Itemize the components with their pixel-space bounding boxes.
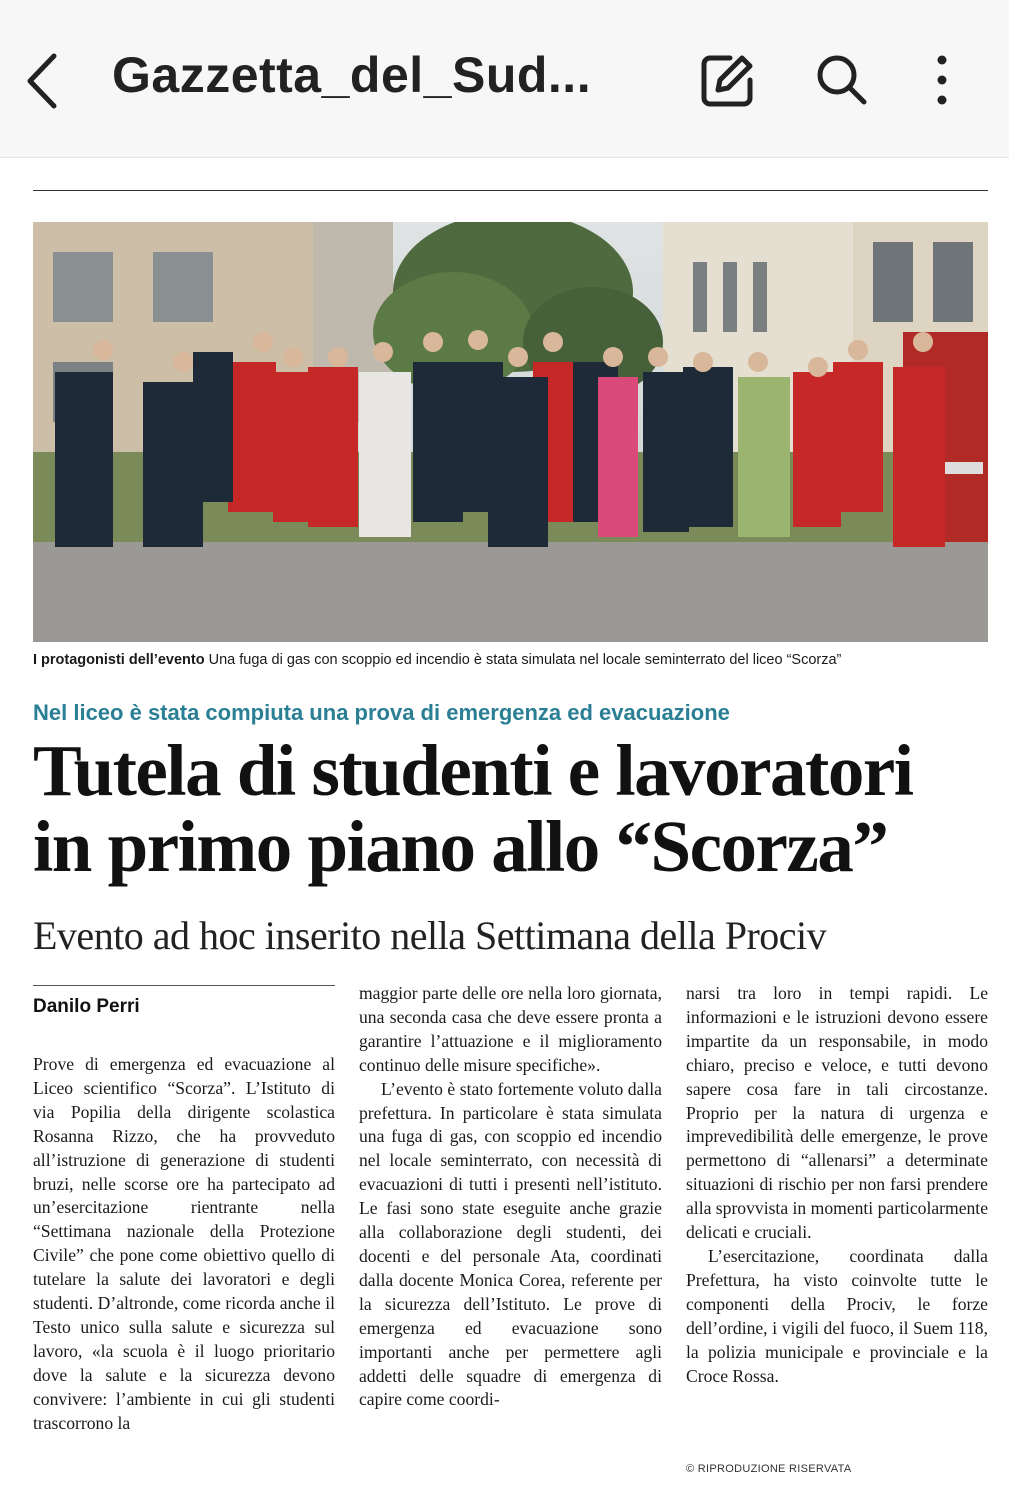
author-divider bbox=[33, 985, 335, 986]
paragraph: narsi tra loro in tempi rapidi. Le informazioni e le istruzioni devono essere impartite da un responsabile, in modo chiaro, preciso e veloce, e tutti devono sapere cosa fare in tali circostanze. Proprio per la natura di urgenza e imprevedibilità delle emergenze, le prove permettono di “allenarsi” a determinate situazioni di rischio per non farsi prendere alla sprovvista in momenti particolarmente delicati e cruciali. bbox=[686, 983, 988, 1243]
paragraph: L’evento è stato fortemente voluto dalla prefettura. In particolare è stata simulata una fuga di gas, con scoppio ed incendio nel locale seminterrato, con necessità di evacuazioni di tutti i presenti nell’istituto. Le fasi sono state eseguite anche grazie alla collaborazione degli studenti, dei docenti e del personale Ata, coordinati dalla docente Monica Corea, referente per la sicurezza dell’Istituto. Le prove di emergenza ed evacuazione sono importanti anche per permettere agli addetti delle squadre di emergenza di capire come coordi- bbox=[359, 1078, 662, 1410]
top-divider bbox=[33, 190, 988, 191]
copyright-notice: © RIPRODUZIONE RISERVATA bbox=[686, 1463, 852, 1475]
back-chevron-icon[interactable] bbox=[22, 52, 62, 110]
edit-note-icon[interactable] bbox=[700, 52, 756, 108]
kicker: Nel liceo è stata compiuta una prova di emergenza ed evacuazione bbox=[33, 700, 730, 725]
paragraph: Prove di emergenza ed evacuazione al Liceo scientifico “Scorza”. L’Istituto di via Popilia della dirigente scolastica Rosanna Rizzo, che ha provveduto all’istruzione di generazione di studenti bruzi, nelle scorse ore ha partecipato ad un’esercitazione rientrante nella “Settimana nazionale della Protezione Civile” che pone come obiettivo quello di tutelare la salute dei lavoratori e degli studenti. D’altronde, come ricorda anche il Testo unico sulla salute e sicurezza sul lavoro, «la scuola è il luogo prioritario dove la salute e la sicurezza devono convivere: l’ambiente in cui gli studenti trascorrono la bbox=[33, 1054, 335, 1433]
caption-text: Una fuga di gas con scoppio ed incendio è stata simulata nel locale seminterrato del liceo “Scorza” bbox=[208, 652, 842, 668]
article-column-3 bbox=[686, 982, 988, 1388]
article-column-2 bbox=[359, 982, 662, 1412]
headline bbox=[33, 730, 988, 887]
photo-caption bbox=[33, 652, 988, 668]
app-toolbar bbox=[0, 0, 1009, 158]
search-icon[interactable] bbox=[814, 52, 870, 108]
paragraph: L’esercitazione, coordinata dalla Prefettura, ha visto coinvolte tutte le componenti della Prociv, le forze dell’ordine, i vigili del fuoco, il Suem 118, la polizia municipale e provinciale e la Croce Rossa. bbox=[686, 1245, 988, 1386]
headline-line-2: in primo piano allo “Scorza” bbox=[33, 806, 888, 887]
paragraph: maggior parte delle ore nella loro giornata, una seconda casa che deve essere pronta a garantire l’attuazione e il miglioramento continuo delle misure specifiche». bbox=[359, 983, 662, 1075]
subtitle: Evento ad hoc inserito nella Settimana della Prociv bbox=[33, 913, 827, 958]
headline-line-1: Tutela di studenti e lavoratori bbox=[33, 730, 913, 811]
document-title: Gazzetta_del_Sud... bbox=[112, 47, 592, 103]
article-column-1 bbox=[33, 1053, 335, 1436]
more-vert-icon[interactable] bbox=[914, 52, 970, 108]
author-byline: Danilo Perri bbox=[33, 996, 140, 1017]
caption-label: I protagonisti dell’evento bbox=[33, 652, 205, 668]
article-photo bbox=[33, 222, 988, 642]
